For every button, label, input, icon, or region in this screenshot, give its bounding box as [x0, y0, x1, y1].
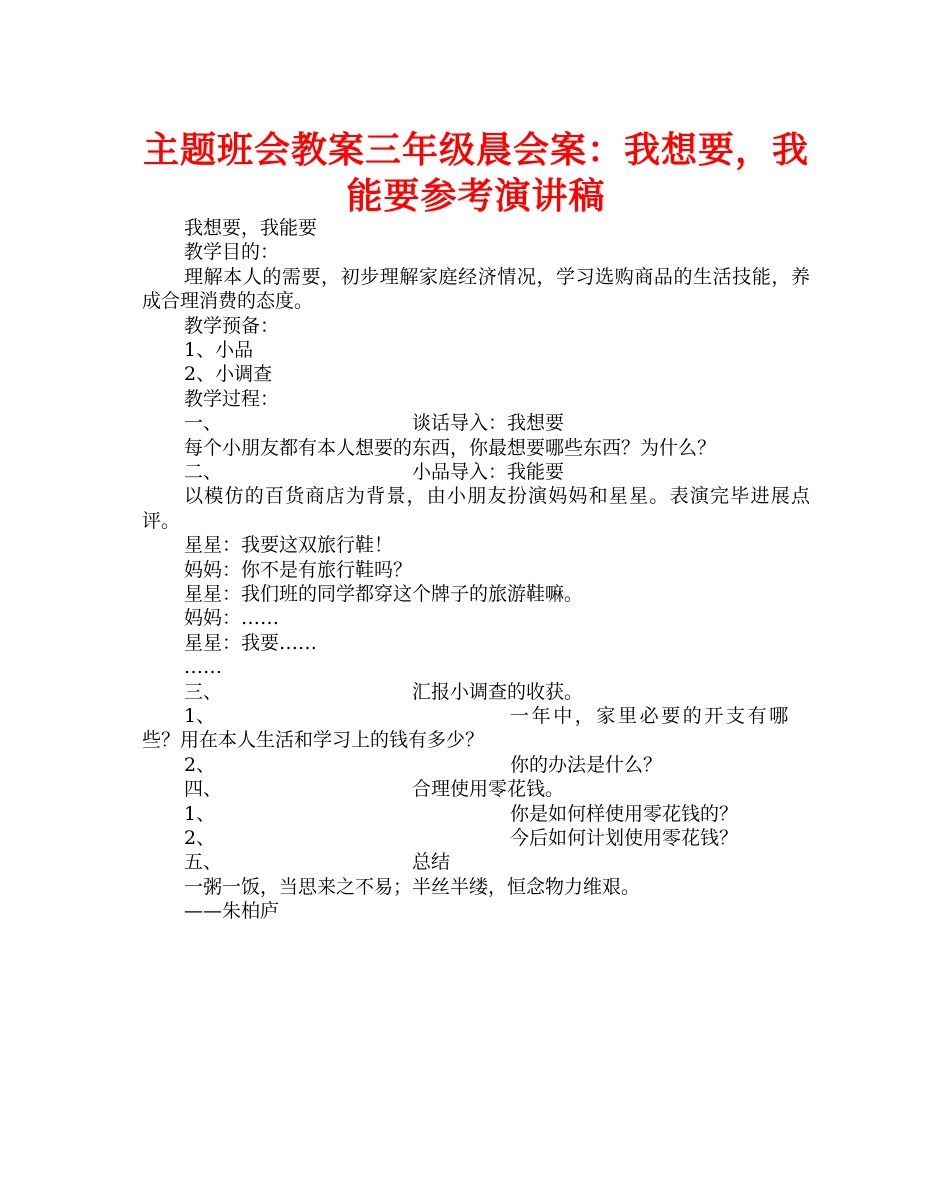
- section-title: 总结: [412, 851, 451, 874]
- section-title: 合理使用零花钱。: [412, 778, 565, 801]
- heading-process: 教学过程：: [184, 387, 280, 410]
- quote-attribution: ——朱柏庐: [184, 900, 280, 923]
- dialogue-line: 妈妈：你不是有旅行鞋吗？: [184, 558, 413, 581]
- quote-line: 一粥一饭，当思来之不易；半丝半缕，恒念物力维艰。: [184, 875, 641, 898]
- question-number: 1、: [184, 802, 216, 825]
- section-title: 汇报小调查的收获。: [412, 680, 584, 703]
- question-text: 你是如何样使用零花钱的？: [510, 802, 739, 825]
- section-4-heading: [142, 777, 810, 801]
- dialogue-line: ……: [184, 656, 222, 679]
- survey-question-1: [142, 704, 810, 753]
- question-number: 1、: [184, 705, 216, 728]
- prep-item-2: 2、小调查: [184, 363, 273, 386]
- question-text: 你的办法是什么？: [510, 753, 663, 776]
- section-number: 一、: [184, 412, 223, 435]
- section-3-heading: [142, 680, 810, 704]
- question-text-continued: 些？用在本人生活和学习上的钱有多少？: [142, 729, 485, 752]
- section-number: 二、: [184, 461, 223, 484]
- question-text: 一年中，家里必要的开支有哪: [510, 705, 791, 728]
- dialogue-line: 星星：我们班的同学都穿这个牌子的旅游鞋嘛。: [184, 583, 584, 606]
- subtitle-line: 我想要，我能要: [184, 217, 318, 239]
- section-5-heading: [142, 850, 810, 874]
- money-question-2: [142, 826, 810, 850]
- dialogue-line: 星星：我要这双旅行鞋！: [184, 534, 394, 557]
- document-title: 主题班会教案三年级晨会案：我想要，我能要参考演讲稿: [142, 130, 809, 217]
- dialogue-line: 星星：我要……: [184, 631, 318, 654]
- dialogue-line: 妈妈：……: [184, 607, 280, 630]
- objective-paragraph: 理解本人的需要，初步理解家庭经济情况，学习选购商品的生活技能，养成合理消费的态度。: [142, 265, 810, 313]
- heading-preparation: 教学预备：: [184, 314, 280, 337]
- survey-question-2: [142, 753, 810, 777]
- question-number: 2、: [184, 827, 216, 850]
- section-2-heading: [142, 460, 810, 484]
- section-1-heading: [142, 411, 810, 435]
- money-question-1: [142, 802, 810, 826]
- question-number: 2、: [184, 753, 216, 776]
- section-title: 小品导入：我能要: [412, 461, 565, 484]
- section-number: 三、: [184, 680, 223, 703]
- heading-objective: 教学目的：: [184, 241, 280, 264]
- section-number: 五、: [184, 851, 223, 874]
- prep-item-1: 1、小品: [184, 339, 254, 362]
- question-text: 今后如何计划使用零花钱？: [510, 827, 739, 850]
- section-2-paragraph: 以模仿的百货商店为背景，由小朋友扮演妈妈和星星。表演完毕进展点评。: [142, 485, 810, 532]
- section-1-paragraph: 每个小朋友都有本人想要的东西，你最想要哪些东西？为什么？: [184, 436, 717, 459]
- section-number: 四、: [184, 778, 223, 801]
- document-body: [142, 216, 810, 924]
- section-title: 谈话导入：我想要: [412, 412, 565, 435]
